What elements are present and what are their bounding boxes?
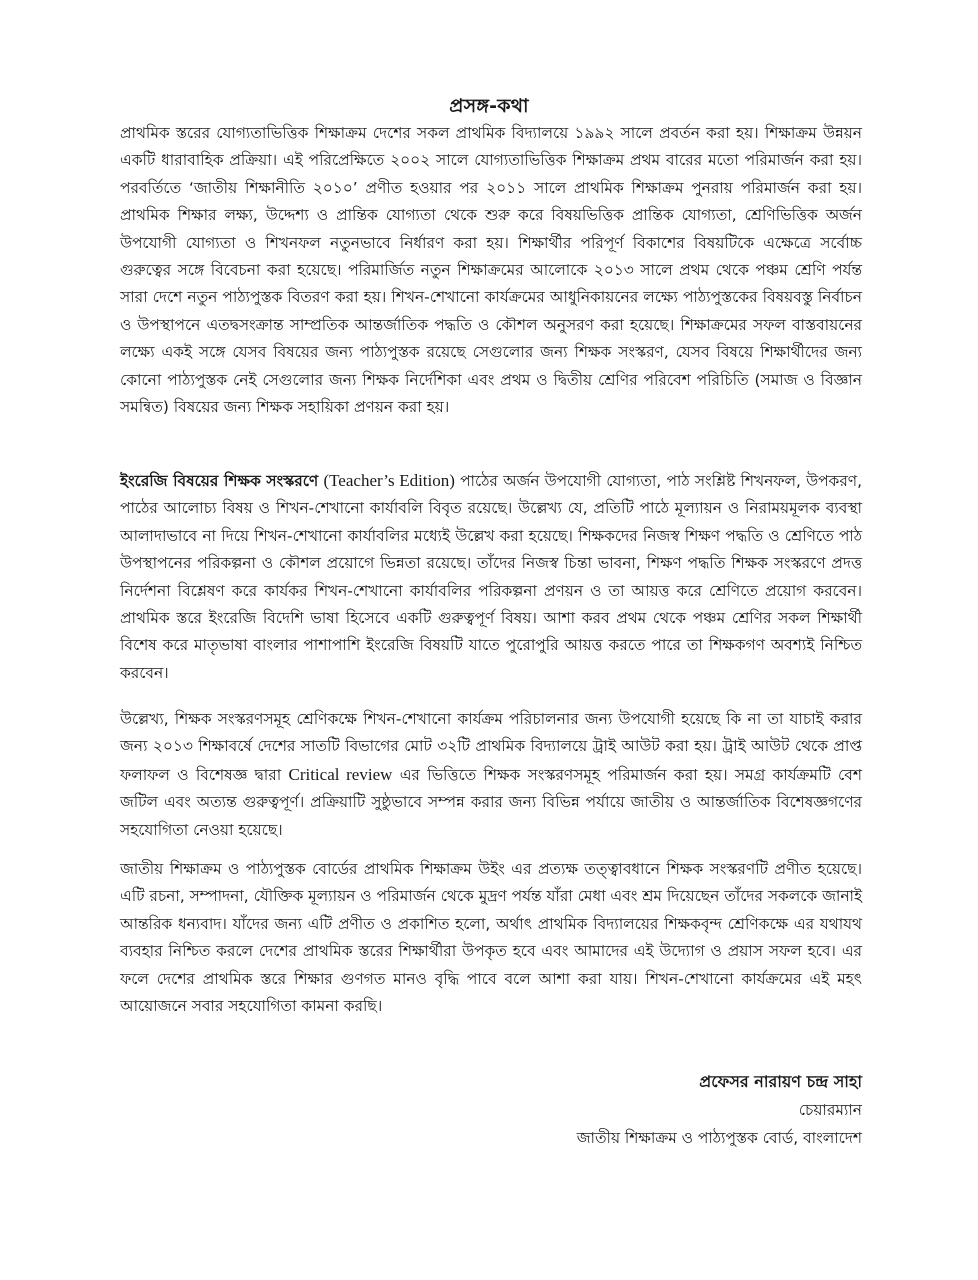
latin-term: Critical review bbox=[288, 764, 393, 784]
page-title: প্রসঙ্গ-কথা bbox=[449, 95, 529, 117]
signatory-organization: জাতীয় শিক্ষাক্রম ও পাঠ্যপুস্তক বোর্ড, বাংলাদেশ bbox=[576, 1129, 862, 1147]
signatory-name: প্রফেসর নারায়ণ চন্দ্র সাহা bbox=[699, 1072, 862, 1091]
paragraph-introduction: প্রাথমিক স্তরের যোগ্যতাভিত্তিক শিক্ষাক্রম দেশের সকল প্রাথমিক বিদ্যালয়ে ১৯৯২ সালে প্রবর্তন করা হয়। শিক্ষাক্রম উন্নয়ন একটি ধারাবাহিক প্রক্রিয়া। এই পরিপ্রেক্ষিতে ২০০২ সালে যোগ্যতাভিত্তিক শিক্ষাক্রম প্রথম বারের মতো পরিমার্জন করা হয়। পরবর্তিতে ‘জাতীয় শিক্ষানীতি ২০১০’ প্রণীত হওয়ার পর ২০১১ সালে প্রাথমিক শিক্ষাক্রম পুনরায় পরিমার্জন করা হয়। প্রাথমিক শিক্ষার লক্ষ্য, উদ্দেশ্য ও প্রান্তিক যোগ্যতা থেকে শুরু করে বিষয়ভিত্তিক প্রান্তিক যোগ্যতা, শ্রেণিভিত্তিক অর্জন উপযোগী যোগ্যতা ও শিখনফল নতুনভাবে নির্ধারণ করা হয়। শিক্ষার্থীর পরিপূর্ণ বিকাশের বিষয়টিকে এক্ষেত্রে সর্বোচ্চ গুরুত্বের সঙ্গে বিবেচনা করা হয়েছে। পরিমার্জিত নতুন শিক্ষাক্রমের আলোকে ২০১৩ সালে প্রথম থেকে পঞ্চম শ্রেণি পর্যন্ত সারা দেশে নতুন পাঠ্যপুস্তক বিতরণ করা হয়। শিখন-শেখানো কার্যক্রমের আধুনিকায়নের লক্ষ্যে পাঠ্যপুস্তকের বিষয়বস্তু নির্বাচন ও উপস্থাপনে এতদ্বসংক্রান্ত সাম্প্রতিক আন্তর্জাতিক পদ্ধতি ও কৌশল অনুসরণ করা হয়েছে। শিক্ষাক্রমের সফল বাস্তবায়নের লক্ষ্যে একই সঙ্গে যেসব বিষয়ের জন্য পাঠ্যপুস্তক রয়েছে সেগুলোর জন্য শিক্ষক সংস্করণ, যেসব বিষয়ে শিক্ষার্থীদের জন্য কোনো পাঠ্যপুস্তক নেই সেগুলোর জন্য শিক্ষক নির্দেশিকা এবং প্রথম ও দ্বিতীয় শ্রেণির পরিবেশ পরিচিতি (সমাজ ও বিজ্ঞান সমন্বিত) বিষয়ের জন্য শিক্ষক সহায়িকা প্রণয়ন করা হয়। bbox=[120, 124, 862, 417]
paragraph-text: পাঠের অর্জন উপযোগী যোগ্যতা, পাঠ সংশ্লিষ্ট শিখনফল, উপকরণ, পাঠের আলোচ্য বিষয় ও শিখন-শেখানো কার্যাবলি বিবৃত রয়েছে। উল্লেখ্য যে, প্রতিটি পাঠে মূল্যায়ন ও নিরাময়মূলক ব্যবস্থা আলাদাভাবে না দিয়ে শিখন-শেখানো কার্যাবলির মধ্যেই উল্লেখ করা হয়েছে। শিক্ষকদের নিজস্ব শিক্ষণ পদ্ধতি ও শ্রেণিতে পাঠ উপস্থাপনের পরিকল্পনা ও কৌশল প্রয়োগে ভিন্নতা রয়েছে। তাঁদের নিজস্ব চিন্তা ভাবনা, শিক্ষণ পদ্ধতি শিক্ষক সংস্করণে প্রদত্ত নির্দেশনা বিশ্লেষণ করে কার্যকর শিখন-শেখানো কার্যাবলির পরিকল্পনা প্রণয়ন ও তা আয়ত্ত করে শ্রেণিতে প্রয়োগ করবেন। প্রাথমিক স্তরে ইংরেজি বিদেশি ভাষা হিসেবে একটি গুরুত্বপূর্ণ বিষয়। আশা করব প্রথম থেকে পঞ্চম শ্রেণির সকল শিক্ষার্থী বিশেষ করে মাতৃভাষা বাংলার পাশাপাশি ইংরেজি বিষয়টি যাতে পুরোপুরি আয়ত্ত করতে পারে তা শিক্ষকগণ অবশ্যই নিশ্চিত করবেন। bbox=[120, 472, 862, 682]
paragraph-text: এর ভিত্তিতে শিক্ষক সংস্করণসমূহ পরিমার্জন করা হয়। সমগ্র কার্যক্রমটি বেশ জটিল এবং অত্যন্ত গুরুত্বপূর্ণ। প্রক্রিয়াটি সুষ্ঠুভাবে সম্পন্ন করার জন্য বিভিন্ন পর্যায়ে জাতীয় ও আন্তর্জাতিক বিশেষজ্ঞগণের সহযোগিতা নেওয়া হয়েছে। bbox=[120, 765, 862, 839]
paragraph-text: উল্লেখ্য, শিক্ষক সংস্করণসমূহ শ্রেণিকক্ষে শিখন-শেখানো কার্যক্রম পরিচালনার জন্য উপযোগী হয়েছে কি না তা যাচাই করার জন্য ২০১৩ শিক্ষাবর্ষে দেশের সাতটি বিভাগের মোট ৩২টি প্রাথমিক বিদ্যালয়ে ট্রাই আউট করা হয়। ট্রাই আউট থেকে প্রাপ্ত ফলাফল ও বিশেষজ্ঞ দ্বারা bbox=[120, 710, 862, 784]
latin-term: (Teacher’s Edition) bbox=[323, 471, 455, 490]
signatory-designation: চেয়ারম্যান bbox=[798, 1101, 862, 1119]
paragraph-tryout bbox=[120, 706, 862, 844]
paragraph-acknowledgement: জাতীয় শিক্ষাক্রম ও পাঠ্যপুস্তক বোর্ডের প্রাথমিক শিক্ষাক্রম উইং এর প্রত্যক্ষ তত্ত্বাবধানে শিক্ষক সংস্করণটি প্রণীত হয়েছে। এটি রচনা, সম্পাদনা, যৌক্তিক মূল্যায়ন ও পরিমার্জন থেকে মুদ্রণ পর্যন্ত যাঁরা মেধা এবং শ্রম দিয়েছেন তাঁদের সকলকে জানাই আন্তরিক ধন্যবাদ। যাঁদের জন্য এটি প্রণীত ও প্রকাশিত হলো, অর্থাৎ প্রাথমিক বিদ্যালয়ের শিক্ষকবৃন্দ শ্রেণিকক্ষে এর যথাযথ ব্যবহার নিশ্চিত করলে দেশের প্রাথমিক স্তরের শিক্ষার্থীরা উপকৃত হবে এবং আমাদের এই উদ্যোগ ও প্রয়াস সফল হবে। এর ফলে দেশের প্রাথমিক স্তরে শিক্ষার গুণগত মানও বৃদ্ধি পাবে বলে আশা করা যায়। শিখন-শেখানো কার্যক্রমের এই মহৎ আয়োজনে সবার সহযোগিতা কামনা করছি। bbox=[120, 860, 862, 1016]
signature-block bbox=[577, 1068, 862, 1152]
paragraph-lead-bold: ইংরেজি বিষয়ের শিক্ষক সংস্করণে bbox=[120, 472, 319, 490]
paragraph-teacher-edition bbox=[120, 467, 862, 687]
